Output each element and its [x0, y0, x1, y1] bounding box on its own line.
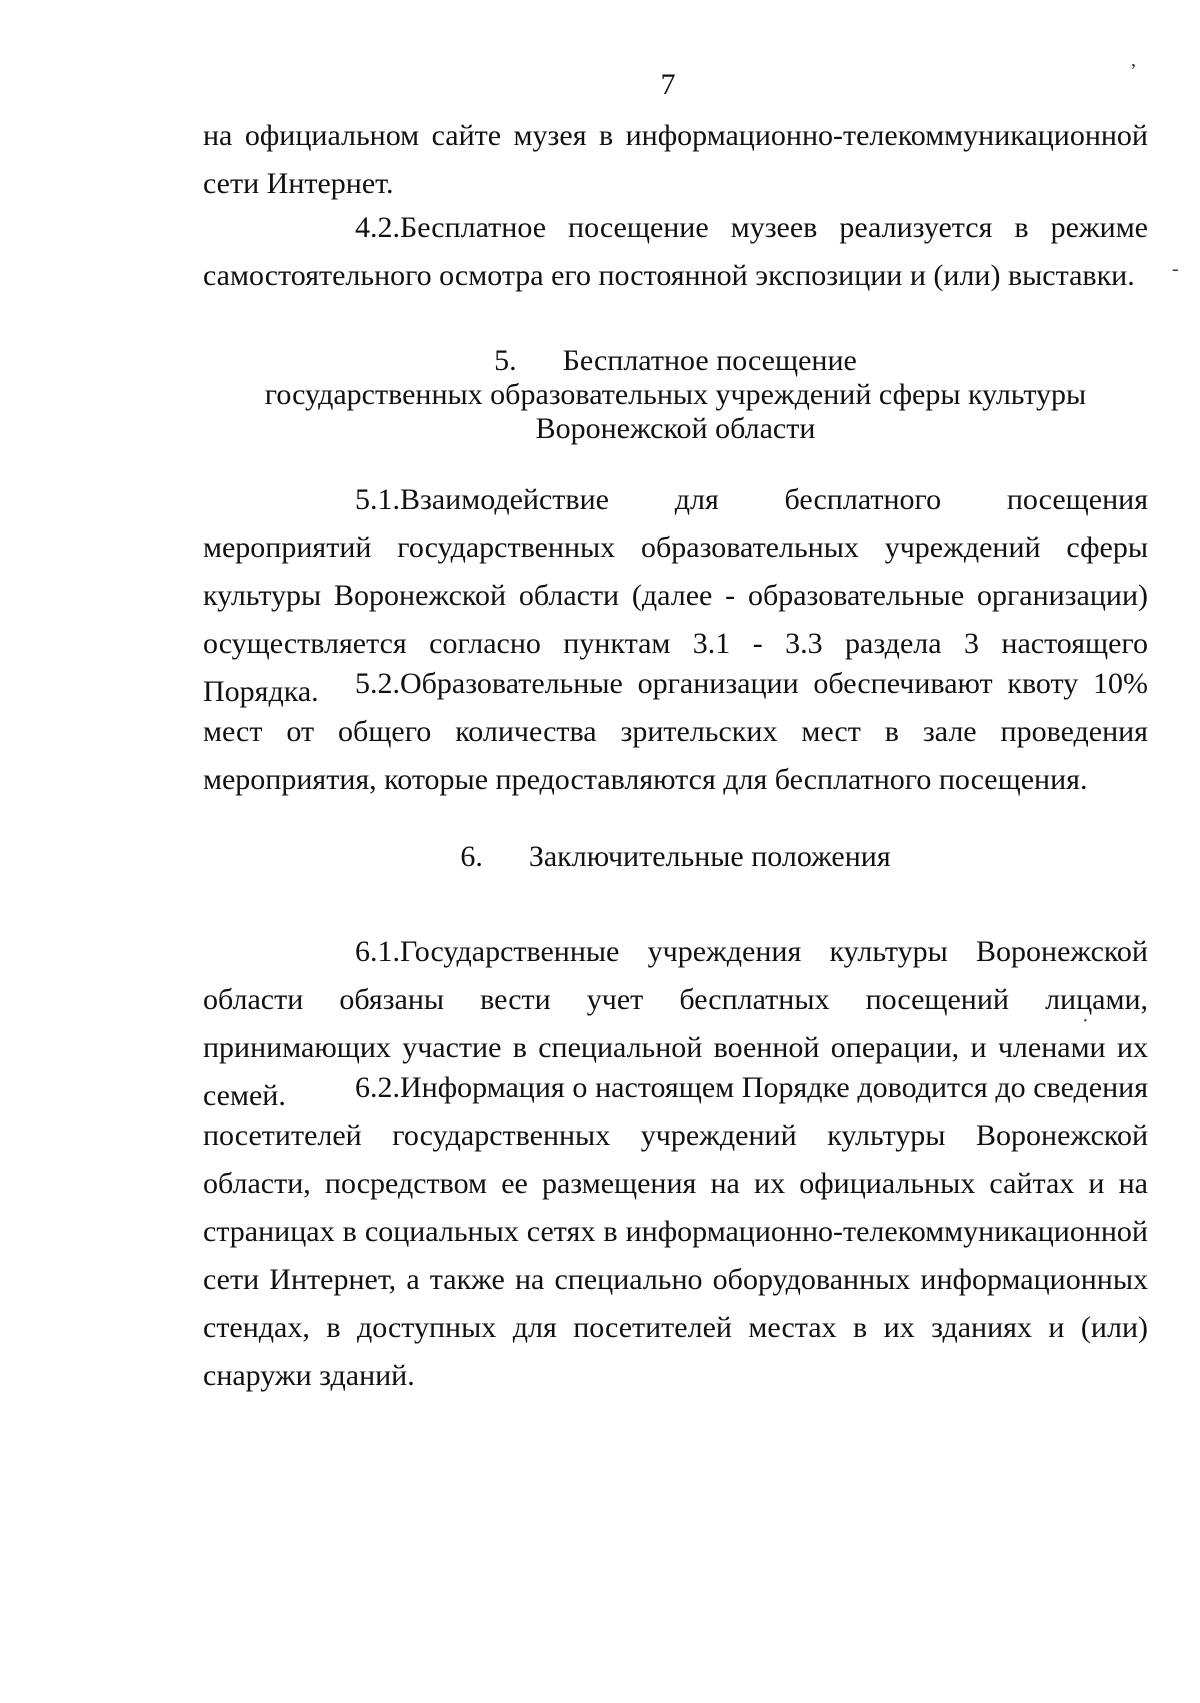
paragraph-text: на официальном сайте музея в информационно-телекоммуникационной сети Интернет. — [203, 119, 1148, 200]
paragraph-number: 6.1. — [355, 935, 400, 968]
paragraph-5-2 — [203, 660, 1148, 804]
paragraph-6-2 — [203, 1064, 1148, 1400]
section-title-line-3: Воронежской области — [535, 412, 816, 445]
paragraph-4-2 — [203, 204, 1148, 300]
section-5-heading — [203, 344, 1148, 446]
scan-speck-mark: · — [1082, 1010, 1089, 1032]
page-number: 7 — [660, 68, 676, 101]
paragraph-text: Образовательные организации обеспечивают квоту 10% мест от общего количества зрительских мест в зале проведения мероприятия, которые предоставляются для бесплатного посещения. — [203, 667, 1148, 796]
scan-speck-mark: - — [1172, 258, 1179, 280]
paragraph-number: 5.2. — [355, 667, 400, 700]
section-title-line-2: государственных образовательных учреждений сферы культуры — [264, 378, 1087, 411]
paragraph-text: Бесплатное посещение музеев реализуется в режиме самостоятельного осмотра его постоянной экспозиции и (или) выставки. — [203, 211, 1148, 292]
paragraph-number: 6.2. — [355, 1071, 400, 1104]
section-title-line-1: Бесплатное посещение — [562, 344, 857, 377]
paragraph-text: Государственные учреждения культуры Воронежской области обязаны вести учет бесплатных посещений лицами, принимающих участие в специальной военной операции, и членами их семей. — [203, 935, 1148, 1112]
paragraph-number: 4.2. — [355, 211, 400, 244]
paragraph-continued — [203, 112, 1148, 208]
paragraph-number: 5.1. — [355, 483, 400, 516]
section-6-heading — [203, 840, 1148, 874]
paragraph-text: Информация о настоящем Порядке доводится до сведения посетителей государственных учреждений культуры Воронежской области, посредством ее размещения на их официальных сайтах и на страницах в социальных сетях в информационно-телекоммуникационной сети Интернет, а также на специально оборудованных информационных стендах, в доступных для посетителей местах в их зданиях и (или) снаружи зданий. — [203, 1071, 1148, 1392]
paragraph-text: Взаимодействие для бесплатного посещения мероприятий государственных образовательных учреждений сферы культуры Воронежской области (далее - образовательные организации) осуществляется согласно пунктам 3.1 - 3.3 раздела 3 настоящего Порядка. — [203, 483, 1148, 708]
section-title: Заключительные положения — [528, 840, 891, 873]
section-number: 6. — [460, 840, 483, 873]
section-number: 5. — [494, 344, 517, 377]
scan-speck-mark: ’ — [1130, 60, 1137, 82]
